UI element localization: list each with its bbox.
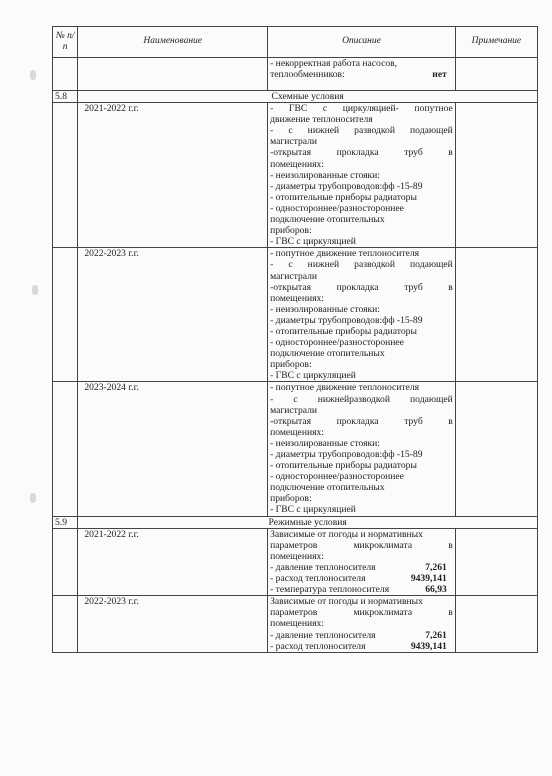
note-cell xyxy=(455,596,537,652)
description-line: - неизолированные стояки: xyxy=(270,303,380,315)
description-line: приборов: xyxy=(270,359,312,371)
description-cell xyxy=(268,596,456,652)
table-row xyxy=(53,103,538,248)
table-row xyxy=(53,58,538,91)
punch-hole-mark xyxy=(30,70,36,80)
note-cell xyxy=(455,248,537,382)
description-line: приборов: xyxy=(270,493,312,505)
section-num: 5.8 xyxy=(53,91,78,103)
param-label: - расход теплоносителя xyxy=(270,573,366,585)
table-row xyxy=(53,382,538,516)
description-line: помещениях: xyxy=(270,158,324,170)
param-label: - давление теплоносителя xyxy=(270,629,376,641)
description-line: - ГВС с циркуляцией xyxy=(270,370,356,382)
description-line: - диаметры трубопроводов:фф -15-89 xyxy=(270,180,423,192)
description-line: магистрали xyxy=(270,404,318,416)
period-label: 2021-2022 г.г. xyxy=(78,528,268,596)
description-line: - ГВС с циркуляцией xyxy=(270,504,356,516)
period-label: 2022-2023 г.г. xyxy=(78,248,268,382)
note-cell xyxy=(455,528,537,596)
table-row xyxy=(53,596,538,652)
description-line: - диаметры трубопроводов:фф -15-89 xyxy=(270,449,423,460)
punch-hole-mark xyxy=(30,493,36,503)
punch-hole-mark xyxy=(32,285,38,295)
description-line: помещениях: xyxy=(270,292,324,304)
description-cell xyxy=(268,382,456,516)
description-line: параметров микроклимата в xyxy=(270,607,453,619)
param-value: 7,261 xyxy=(425,629,447,641)
description-line: - попутное движение теплоносителя xyxy=(270,382,420,394)
description-cell: - некорректная работа насосов, теплообменников: нет xyxy=(268,58,456,91)
param-line xyxy=(270,584,453,595)
description-line: - с нижней разводкой подающей xyxy=(270,125,453,137)
description-line: - отопительные приборы радиаторы xyxy=(270,460,417,472)
param-value: 9439,141 xyxy=(410,640,447,652)
description-line: - отопительные приборы радиаторы xyxy=(270,325,417,337)
description-line: - с нижней разводкой подающей xyxy=(270,259,453,271)
param-label: - температура теплоносителя xyxy=(270,584,390,596)
note-cell xyxy=(455,382,537,516)
num-cell xyxy=(53,382,78,516)
description-line: - одностороннее/разностороннее xyxy=(270,202,404,214)
section-title: Схемные условия xyxy=(78,91,538,103)
period-label: 2023-2024 г.г. xyxy=(78,382,268,516)
num-cell xyxy=(53,103,78,248)
header-num: № п/п xyxy=(53,27,78,58)
table-row xyxy=(53,248,538,382)
description-line: приборов: xyxy=(270,225,312,237)
param-label: - расход теплоносителя xyxy=(270,640,366,652)
section-row xyxy=(53,91,538,103)
section-row xyxy=(53,516,538,528)
num-cell xyxy=(53,248,78,382)
table-row xyxy=(53,528,538,596)
description-line: - ГВС с циркуляцией xyxy=(270,236,356,248)
note-cell xyxy=(455,103,537,248)
description-line: помещениях: xyxy=(270,426,324,438)
period-label: 2022-2023 г.г. xyxy=(78,596,268,652)
description-line: магистрали xyxy=(270,270,318,282)
description-line: Зависимые от погоды и нормативных xyxy=(270,528,423,540)
table-header-row xyxy=(53,27,538,58)
param-line xyxy=(270,573,453,584)
description-line: - попутное движение теплоносителя xyxy=(270,248,420,260)
conditions-table xyxy=(52,26,538,653)
description-line: - отопительные приборы радиаторы xyxy=(270,191,417,203)
header-description: Описание xyxy=(268,27,456,58)
description-line: -открытая прокладка труб в xyxy=(270,415,453,427)
description-line: подключение отопительных xyxy=(270,348,385,360)
header-note: Примечание xyxy=(455,27,537,58)
param-line xyxy=(270,562,453,573)
description-line: - с нижнейразводкой подающей xyxy=(270,393,453,405)
description-line: - одностороннее/разностороннее xyxy=(270,337,404,349)
description-line: подключение отопительных xyxy=(270,482,385,494)
param-label: - давление теплоносителя xyxy=(270,561,376,573)
description-line: - диаметры трубопроводов:фф -15-89 xyxy=(270,314,423,326)
description-line: движение теплоносителя xyxy=(270,114,373,126)
description-line: - неизолированные стояки: xyxy=(270,169,380,181)
description-line: - одностороннее/разностороннее xyxy=(270,471,404,483)
description-line: магистрали xyxy=(270,136,318,148)
num-cell xyxy=(53,528,78,596)
period-label: 2021-2022 г.г. xyxy=(78,103,268,248)
description-line: - неизолированные стояки: xyxy=(270,437,380,449)
description-line: помещениях: xyxy=(270,550,324,562)
section-title: Режимные условия xyxy=(78,516,538,528)
param-value: 66,93 xyxy=(425,584,447,596)
section-num: 5.9 xyxy=(53,516,78,528)
description-cell xyxy=(268,528,456,596)
description-line: параметров микроклимата в xyxy=(270,539,453,551)
description-line: подключение отопительных xyxy=(270,214,385,226)
param-line xyxy=(270,641,453,652)
param-value: 7,261 xyxy=(425,561,447,573)
num-cell xyxy=(53,596,78,652)
description-line: помещениях: xyxy=(270,618,324,630)
description-line: -открытая прокладка труб в xyxy=(270,281,453,293)
description-cell xyxy=(268,103,456,248)
param-line xyxy=(270,630,453,641)
param-value: 9439,141 xyxy=(410,573,447,585)
description-line: -открытая прокладка труб в xyxy=(270,147,453,159)
header-name: Наименование xyxy=(78,27,268,58)
description-cell xyxy=(268,248,456,382)
description-line: Зависимые от погоды и нормативных xyxy=(270,596,423,608)
description-line: - ГВС с циркуляцией- попутное xyxy=(270,103,453,115)
